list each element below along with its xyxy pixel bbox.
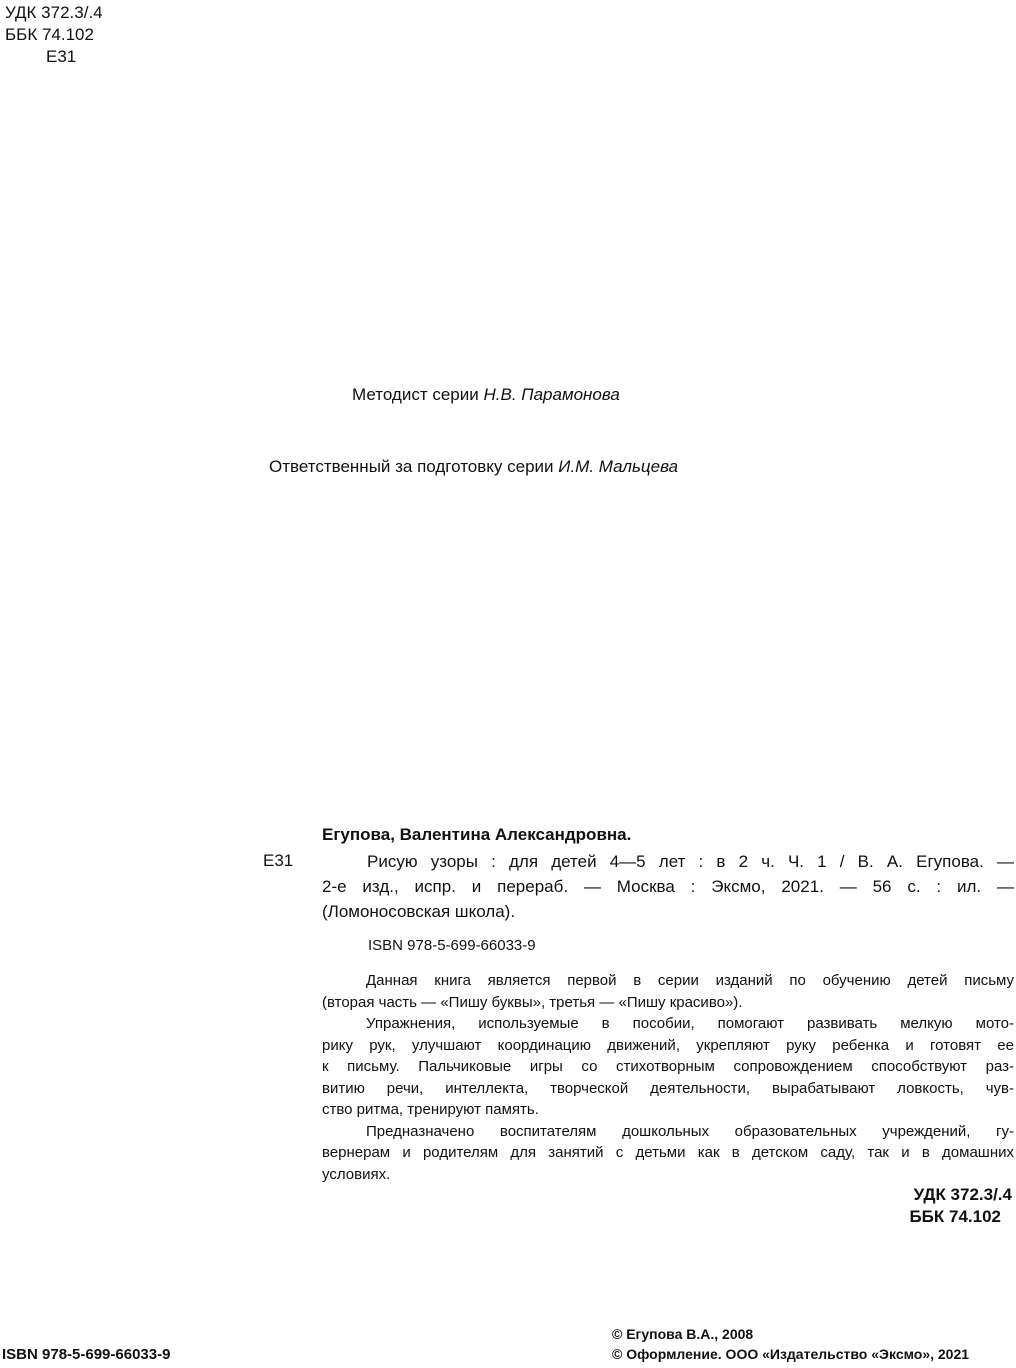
annotation-line: витию речи, интеллекта, творческой деятельности, вырабатывают ловкость, чув- (322, 1079, 1014, 1097)
bbk-code-bottom: ББК 74.102 (909, 1207, 1001, 1226)
catalog-description (322, 849, 1014, 924)
methodist-label: Методист серии (352, 385, 479, 404)
methodist-name: Н.В. Парамонова (483, 385, 620, 404)
annotation-line: Упражнения, используемые в пособии, помогают развивать мелкую мото- (366, 1015, 1014, 1032)
udk-code-bottom: УДК 372.3/.4 (913, 1185, 1012, 1204)
annotation-line: рику рук, улучшают координацию движений, укрепляют руку ребенка и готовят ее (322, 1036, 1014, 1054)
responsible-line (269, 457, 678, 477)
annotation-line: к письму. Пальчиковые игры со стихотворным сопровождением способствуют раз- (322, 1058, 1014, 1075)
catalog-line: 2-е изд., испр. и перераб. — Москва : Эксмо, 2021. — 56 с. : ил. — (322, 877, 1014, 896)
responsible-name: И.М. Мальцева (558, 457, 679, 476)
annotation-line: Предназначено воспитателям дошкольных образовательных учреждений, гу- (366, 1122, 1014, 1140)
annotation-line: вернерам и родителям для занятий с детьми как в детском саду, так и в домашних (322, 1144, 1014, 1161)
methodist-line (352, 385, 620, 405)
copyright-author: © Егупова В.А., 2008 (612, 1326, 754, 1342)
responsible-label: Ответственный за подготовку серии (269, 457, 554, 476)
udk-code-top: УДК 372.3/.4 (5, 3, 103, 22)
annotation-line: Данная книга является первой в серии изданий по обучению детей письму (366, 972, 1014, 989)
catalog-author-mark: Е31 (263, 851, 294, 870)
catalog-line: Рисую узоры : для детей 4—5 лет : в 2 ч. Ч. 1 / В. А. Егупова. — (367, 852, 1014, 871)
catalog-line: (Ломоносовская школа). (322, 902, 516, 921)
bbk-code-top: ББК 74.102 (5, 25, 94, 44)
annotation (322, 970, 1014, 1185)
annotation-line: (вторая часть — «Пишу буквы», третья — «Пишу красиво»). (322, 993, 743, 1011)
annotation-line: условиях. (322, 1165, 391, 1183)
footer-isbn: ISBN 978-5-699-66033-9 (2, 1346, 171, 1363)
copyright-design: © Оформление. ООО «Издательство «Эксмо», 2021 (612, 1346, 970, 1362)
annotation-line: ство ритма, тренируют память. (322, 1101, 539, 1118)
catalog-author: Егупова, Валентина Александровна. (322, 825, 632, 844)
catalog-isbn: ISBN 978-5-699-66033-9 (368, 937, 536, 954)
author-mark-top: Е31 (46, 47, 77, 66)
